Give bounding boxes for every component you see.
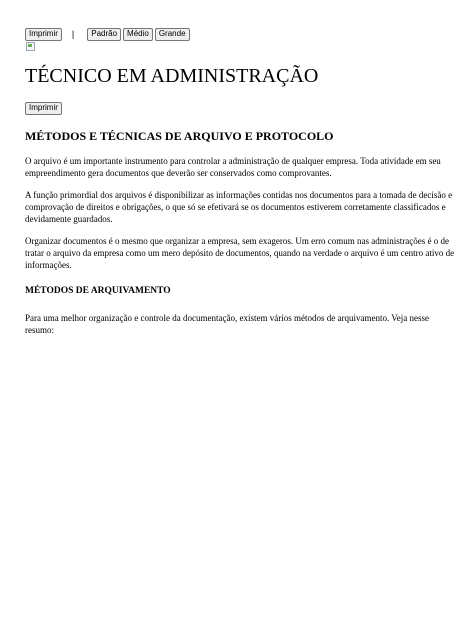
paragraph: Organizar documentos é o mesmo que organizar a empresa, sem exageros. Um erro comum nas administrações é o de tratar o arquivo da empresa como um mero depósito de documentos, quando na verdade o arquivo é um centro ativo de informações. bbox=[25, 236, 455, 270]
broken-image-icon bbox=[25, 42, 35, 51]
paragraph: A função primordial dos arquivos é disponibilizar as informações contidas nos documentos para a tomada de decisão e comprovação de direitos e obrigações, o que só se efetivará se os documentos estiverem corretamente classificados e devidamente guardados. bbox=[25, 190, 453, 224]
paragraph: O arquivo é um importante instrumento para controlar a administração de qualquer empresa. Toda atividade em seu empreendimento gera documentos que deverão ser conservados como comprovantes. bbox=[25, 156, 441, 178]
document-page bbox=[25, 27, 455, 336]
font-size-large-button[interactable]: Grande bbox=[155, 28, 190, 41]
print-button-secondary[interactable]: Imprimir bbox=[25, 102, 62, 115]
page-title: TÉCNICO EM ADMINISTRAÇÃO bbox=[25, 65, 319, 87]
toolbar-separator: | bbox=[71, 29, 75, 39]
print-toolbar bbox=[25, 27, 455, 41]
print-button[interactable]: Imprimir bbox=[25, 28, 62, 41]
section-heading: MÉTODOS E TÉCNICAS DE ARQUIVO E PROTOCOLO bbox=[25, 129, 334, 143]
font-size-default-button[interactable]: Padrão bbox=[87, 28, 121, 41]
paragraph: Para uma melhor organização e controle da documentação, existem vários métodos de arquivamento. Veja nesse resumo: bbox=[25, 313, 430, 335]
font-size-medium-button[interactable]: Médio bbox=[123, 28, 153, 41]
subheading: MÉTODOS DE ARQUIVAMENTO bbox=[25, 286, 171, 296]
font-size-buttons bbox=[87, 28, 189, 41]
